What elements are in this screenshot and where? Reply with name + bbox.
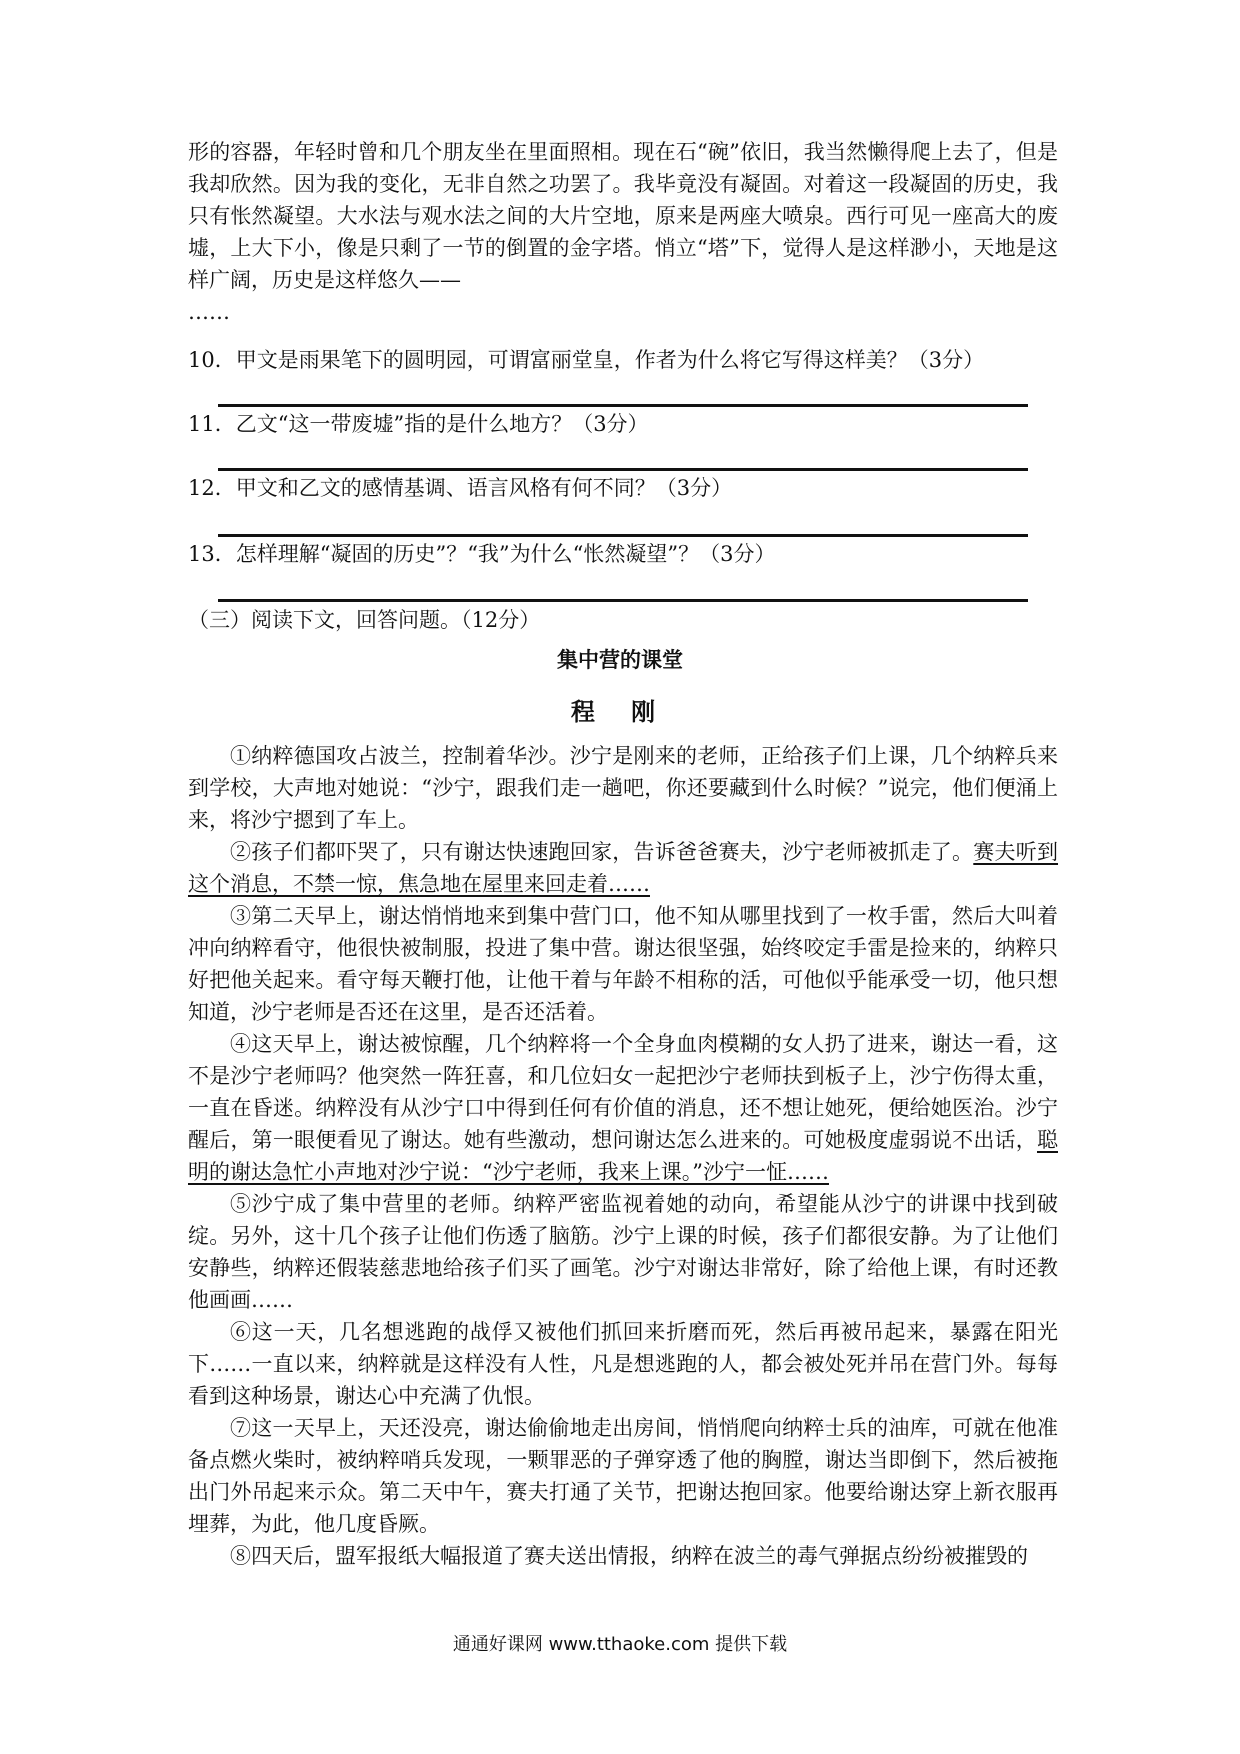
paragraph-3: ③第二天早上，谢达悄悄地来到集中营门口，他不知从哪里找到了一枚手雷，然后大叫着冲向纳粹看守，他很快被制服，投进了集中营。谢达很坚强，始终咬定手雷是捡来的，纳粹只好把他关起来。看守每天鞭打他，让他干着与年龄不相称的活，可他似乎能承受一切，他只想知道，沙宁老师是否还在这里，是否还活着。: [188, 904, 1058, 1024]
paragraph-7: ⑦这一天早上，天还没亮，谢达偷偷地走出房间，悄悄爬向纳粹士兵的油库，可就在他准备点燃火柴时，被纳粹哨兵发现，一颗罪恶的子弹穿透了他的胸膛，谢达当即倒下，然后被拖出门外吊起来示众。第二天中午，赛夫打通了关节，把谢达抱回家。他要给谢达穿上新衣服再埋葬，为此，他几度昏厥。: [188, 1416, 1058, 1536]
footer-source: 通通好课网 www.tthaoke.com 提供下载: [452, 1634, 788, 1655]
answer-line-13[interactable]: [218, 599, 1028, 602]
question-12: 12．甲文和乙文的感情基调、语言风格有何不同？（3分）: [188, 476, 733, 500]
intro-block: [188, 136, 1058, 328]
question-11: 11．乙文“这一带废墟”指的是什么地方？（3分）: [188, 412, 649, 436]
article-author: 程 刚: [570, 698, 670, 726]
answer-line-11[interactable]: [218, 468, 1028, 471]
article-body: [188, 740, 1058, 1572]
paragraph-2-text: ②孩子们都吓哭了，只有谢达快速跑回家，告诉爸爸赛夫，沙宁老师被抓走了。: [230, 840, 974, 864]
paragraph-2: [188, 836, 1058, 900]
paragraph-5: ⑤沙宁成了集中营里的老师。纳粹严密监视着她的动向，希望能从沙宁的讲课中找到破绽。另外，这十几个孩子让他们伤透了脑筋。沙宁上课的时候，孩子们都很安静。为了让他们安静些，纳粹还假装慈悲地给孩子们买了画笔。沙宁对谢达非常好，除了给他上课，有时还教他画画……: [188, 1192, 1058, 1312]
paragraph-4-text: ④这天早上，谢达被惊醒，几个纳粹将一个全身血肉模糊的女人扔了进来，谢达一看，这不是沙宁老师吗？他突然一阵狂喜，和几位妇女一起把沙宁老师扶到板子上，沙宁伤得太重，一直在昏迷。纳粹没有从沙宁口中得到任何有价值的消息，还不想让她死，便给她医治。沙宁醒后，第一眼便看见了谢达。她有些激动，想问谢达怎么进来的。可她极度虚弱说不出话，: [188, 1032, 1058, 1152]
question-10: 10．甲文是雨果笔下的圆明园，可谓富丽堂皇，作者为什么将它写得这样美？（3分）: [188, 348, 985, 372]
paragraph-6: ⑥这一天，几名想逃跑的战俘又被他们抓回来折磨而死，然后再被吊起来，暴露在阳光下……一直以来，纳粹就是这样没有人性，凡是想逃跑的人，都会被处死并吊在营门外。每每看到这种场景，谢达心中充满了仇恨。: [188, 1320, 1058, 1408]
paragraph-8: ⑧四天后，盟军报纸大幅报道了赛夫送出情报，纳粹在波兰的毒气弹据点纷纷被摧毁的: [230, 1544, 1028, 1568]
ellipsis-line: ……: [188, 300, 230, 324]
answer-line-12[interactable]: [218, 534, 1028, 537]
paragraph-4-underlined: 聪明的谢达急忙小声地对沙宁说：“沙宁老师，我来上课。”沙宁一怔……: [188, 1128, 1058, 1184]
intro-paragraph: 形的容器，年轻时曾和几个朋友坐在里面照相。现在石“碗”依旧，我当然懒得爬上去了，但是我却欣然。因为我的变化，无非自然之功罢了。我毕竟没有凝固。对着这一段凝固的历史，我只有怅然凝望。大水法与观水法之间的大片空地，原来是两座大喷泉。西行可见一座高大的废墟，上大下小，像是只剩了一节的倒置的金字塔。悄立“塔”下，觉得人是这样渺小，天地是这样广阔，历史是这样悠久——: [188, 140, 1058, 292]
paragraph-2-underlined: 赛夫听到这个消息，不禁一惊，焦急地在屋里来回走着……: [188, 840, 1059, 896]
paragraph-4: [188, 1028, 1058, 1188]
paragraph-1: ①纳粹德国攻占波兰，控制着华沙。沙宁是刚来的老师，正给孩子们上课，几个纳粹兵来到学校，大声地对她说：“沙宁，跟我们走一趟吧，你还要藏到什么时候？”说完，他们便涌上来，将沙宁摁到了车上。: [188, 744, 1058, 832]
question-13: 13．怎样理解“凝固的历史”？“我”为什么“怅然凝望”？（3分）: [188, 542, 776, 566]
article-title: 集中营的课堂: [557, 648, 683, 672]
section-heading: （三）阅读下文，回答问题。（12分）: [188, 608, 541, 632]
answer-line-10[interactable]: [218, 404, 1028, 407]
